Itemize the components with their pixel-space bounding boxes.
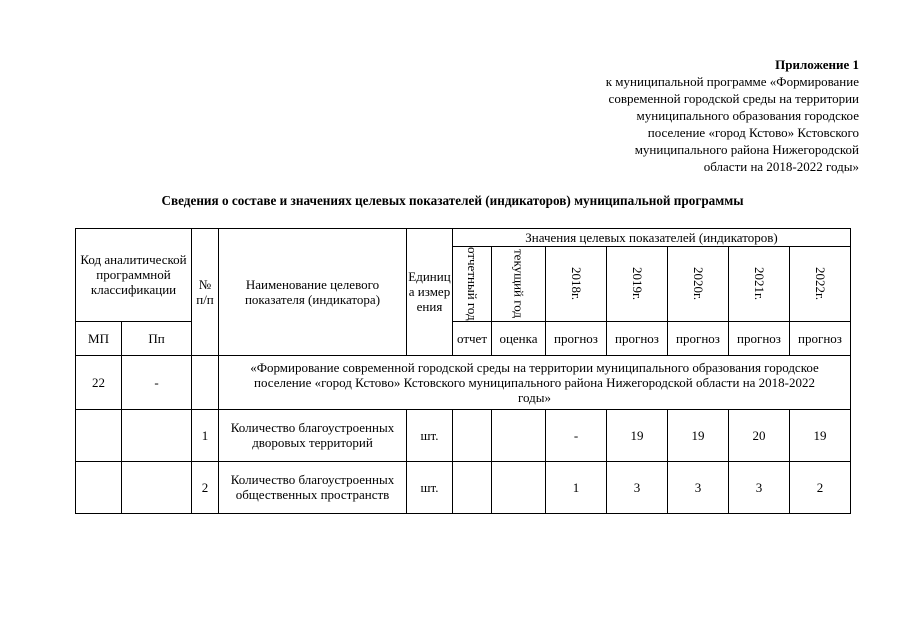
header-code: Код аналитической программной классификации (76, 229, 192, 322)
header-col-current: текущий год (492, 247, 546, 322)
document-title: Сведения о составе и значениях целевых показателей (индикаторов) муниципальной программы (161, 193, 744, 208)
row-2021: 3 (729, 461, 790, 513)
header-values-group: Значения целевых показателей (индикаторов) (453, 229, 851, 247)
row-current (492, 409, 546, 461)
header-col-2018: 2018г. (546, 247, 607, 322)
row-2019: 19 (607, 409, 668, 461)
appendix-block (529, 56, 859, 175)
row-mp-empty (76, 409, 122, 461)
row-num: 1 (192, 409, 219, 461)
subheader-forecast: прогноз (790, 321, 851, 355)
appendix-line: поселение «город Кстово» Кстовского (647, 125, 859, 140)
table-row (76, 461, 851, 513)
indicators-table (75, 228, 851, 514)
row-2022: 19 (790, 409, 851, 461)
row-name: Количество благоустроенных дворовых территорий (219, 409, 407, 461)
row-2020: 19 (668, 409, 729, 461)
row-unit: шт. (407, 461, 453, 513)
header-col-2022: 2022г. (790, 247, 851, 322)
appendix-heading: Приложение 1 (775, 57, 859, 72)
program-name: «Формирование современной городской среды на территории муниципального образования городское поселение «город Кстово» Кстовского муниципального района Нижегородской области на 2018-2022 годы» (219, 355, 851, 409)
appendix-line: к муниципальной программе «Формирование (605, 74, 859, 89)
subheader-forecast: прогноз (607, 321, 668, 355)
appendix-line: современной городской среды на территории (608, 91, 859, 106)
row-2018: 1 (546, 461, 607, 513)
header-col-2020: 2020г. (668, 247, 729, 322)
subheader-forecast: прогноз (729, 321, 790, 355)
subheader-current: оценка (492, 321, 546, 355)
program-mp: 22 (76, 355, 122, 409)
row-2018: - (546, 409, 607, 461)
row-num: 2 (192, 461, 219, 513)
header-unit: Единица измерения (407, 229, 453, 356)
row-2019: 3 (607, 461, 668, 513)
header-num: № п/п (192, 229, 219, 356)
header-col-report: отчетный год (453, 247, 492, 322)
appendix-line: муниципального образования городское (636, 108, 859, 123)
program-num-empty (192, 355, 219, 409)
row-name: Количество благоустроенных общественных пространств (219, 461, 407, 513)
row-2020: 3 (668, 461, 729, 513)
header-name: Наименование целевого показателя (индикатора) (219, 229, 407, 356)
appendix-line: области на 2018-2022 годы» (703, 159, 859, 174)
subheader-report: отчет (453, 321, 492, 355)
table-row (76, 409, 851, 461)
subheader-forecast: прогноз (668, 321, 729, 355)
row-pp-empty (122, 409, 192, 461)
row-2021: 20 (729, 409, 790, 461)
row-report (453, 409, 492, 461)
row-report (453, 461, 492, 513)
row-2022: 2 (790, 461, 851, 513)
appendix-line: муниципального района Нижегородской (634, 142, 859, 157)
header-col-2019: 2019г. (607, 247, 668, 322)
header-mp: МП (76, 321, 122, 355)
header-col-2021: 2021г. (729, 247, 790, 322)
header-pp: Пп (122, 321, 192, 355)
row-mp-empty (76, 461, 122, 513)
row-unit: шт. (407, 409, 453, 461)
program-pp: - (122, 355, 192, 409)
subheader-forecast: прогноз (546, 321, 607, 355)
row-pp-empty (122, 461, 192, 513)
row-current (492, 461, 546, 513)
